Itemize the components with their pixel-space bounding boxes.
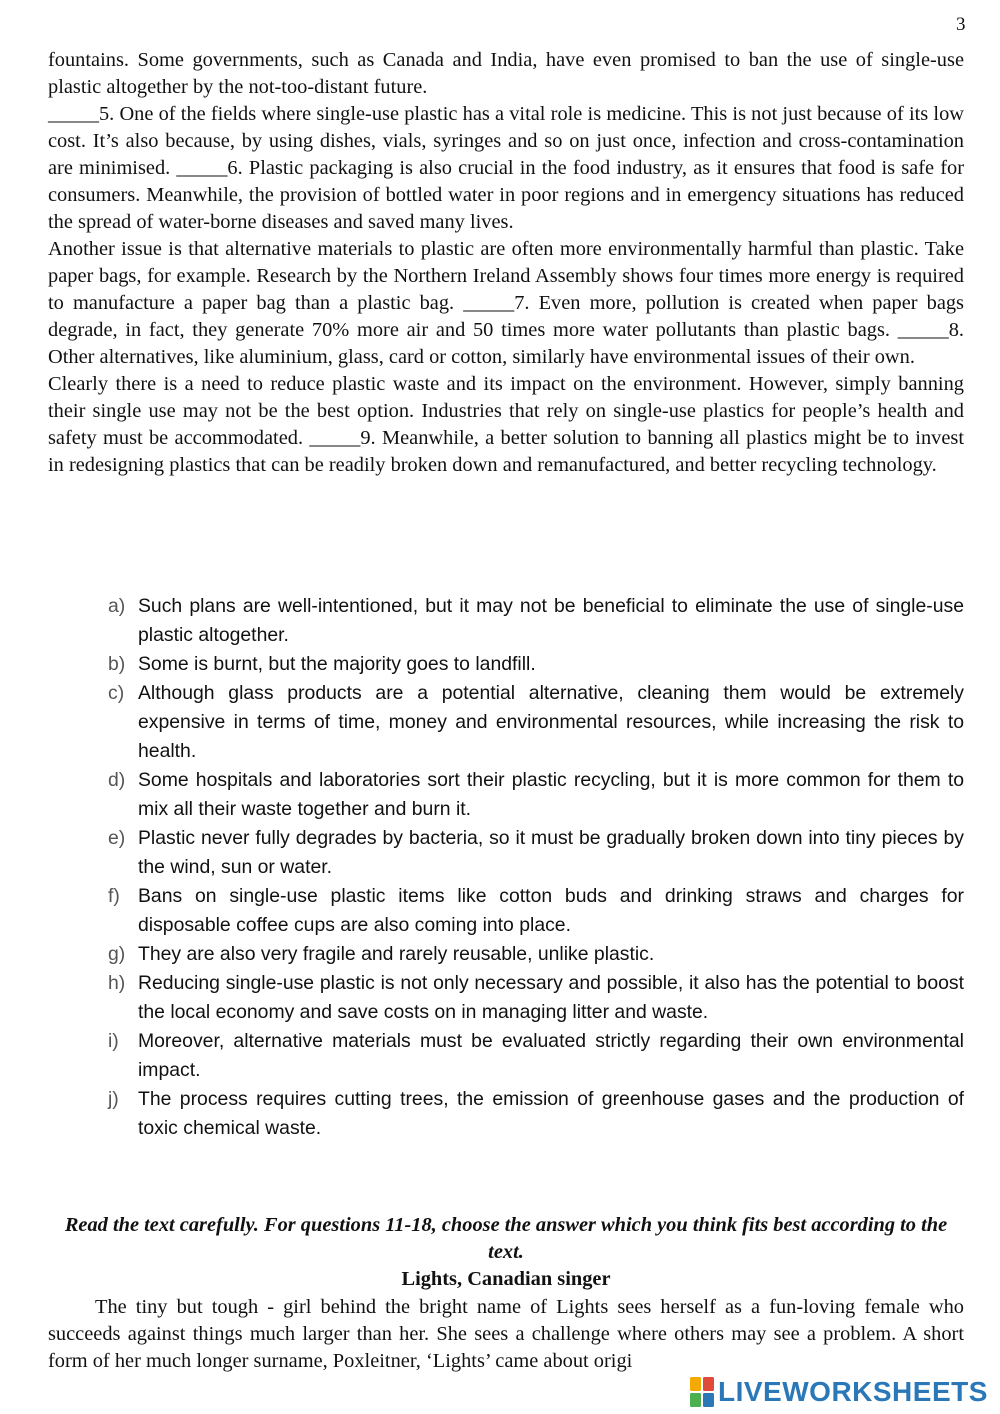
- option-c: [100, 679, 964, 766]
- option-e: [100, 824, 964, 882]
- option-letter: d): [108, 769, 126, 791]
- option-a: [100, 592, 964, 650]
- liveworksheets-logo-icon: [690, 1377, 714, 1407]
- option-letter: b): [108, 653, 126, 675]
- option-h: [100, 969, 964, 1027]
- paragraph-3: Another issue is that alternative materials to plastic are often more environmentally harmful than plastic. Take paper bags, for example. Research by the Northern Ireland Assembly shows four times more energy is required to manufacture a paper bag than a plastic bag. _____7. Even more, pollution is created when paper bags degrade, in fact, they generate 70% more air and 50 times more water pollutants than plastic bags. _____8. Other alternatives, like aluminium, glass, card or cotton, similarly have environmental issues of their own.: [48, 238, 964, 368]
- option-text: Reducing single-use plastic is not only necessary and possible, it also has the potential to boost the local economy and save costs on in managing litter and waste.: [138, 972, 964, 1023]
- option-letter: e): [108, 827, 126, 849]
- option-letter: a): [108, 595, 126, 617]
- paragraph-1: fountains. Some governments, such as Canada and India, have even promised to ban the use of single-use plastic altogether by the not-too-distant future.: [48, 49, 964, 98]
- option-text: Some hospitals and laboratories sort their plastic recycling, but it is more common for them to mix all their waste together and burn it.: [138, 769, 964, 820]
- option-i: [100, 1027, 964, 1085]
- paragraph-2: _____5. One of the fields where single-use plastic has a vital role is medicine. This is not just because of its low cost. It’s also because, by using dishes, vials, syringes and so on just once, infection and cross-contamination are minimised. _____6. Plastic packaging is also crucial in the food industry, as it ensures that food is safe for consumers. Meanwhile, the provision of bottled water in poor regions and in emergency situations has reduced the spread of water-borne diseases and saved many lives.: [48, 103, 964, 233]
- option-letter: f): [108, 885, 120, 907]
- passage-title: Lights, Canadian singer: [401, 1268, 611, 1290]
- option-text: Some is burnt, but the majority goes to landfill.: [138, 653, 536, 675]
- passage-text: The tiny but tough - girl behind the bright name of Lights sees herself as a fun-loving female who succeeds against things much larger than her. She sees a challenge where others may see a problem. A short form of her much longer surname, Poxleitner, ‘Lights’ came about origi: [48, 1296, 964, 1372]
- answer-options-list: [100, 592, 964, 1143]
- option-text: Plastic never fully degrades by bacteria, so it must be gradually broken down into tiny pieces by the wind, sun or water.: [138, 827, 964, 878]
- option-text: The process requires cutting trees, the emission of greenhouse gases and the production of toxic chemical waste.: [138, 1088, 964, 1139]
- option-letter: j): [108, 1088, 119, 1110]
- section-instructions: Read the text carefully. For questions 11-18, choose the answer which you think fits best according to the text.: [64, 1214, 948, 1263]
- option-letter: c): [108, 682, 125, 704]
- liveworksheets-watermark[interactable]: [690, 1375, 988, 1409]
- option-text: Although glass products are a potential alternative, cleaning them would be extremely expensive in terms of time, money and environmental resources, while increasing the risk to health.: [138, 682, 964, 762]
- option-b: [100, 650, 964, 679]
- option-letter: g): [108, 943, 126, 965]
- option-letter: i): [108, 1030, 119, 1052]
- option-text: Moreover, alternative materials must be evaluated strictly regarding their own environmental impact.: [138, 1030, 964, 1081]
- option-text: They are also very fragile and rarely reusable, unlike plastic.: [138, 943, 655, 965]
- option-j: [100, 1085, 964, 1143]
- option-text: Such plans are well-intentioned, but it may not be beneficial to eliminate the use of single-use plastic altogether.: [138, 595, 964, 646]
- watermark-text: LIVEWORKSHEETS: [718, 1376, 988, 1407]
- page-number: 3: [956, 14, 966, 35]
- option-f: [100, 882, 964, 940]
- option-g: [100, 940, 964, 969]
- article-body: [48, 47, 964, 479]
- option-text: Bans on single-use plastic items like cotton buds and drinking straws and charges for disposable coffee cups are also coming into place.: [138, 885, 964, 936]
- option-letter: h): [108, 972, 126, 994]
- option-d: [100, 766, 964, 824]
- paragraph-4: Clearly there is a need to reduce plastic waste and its impact on the environment. However, simply banning their single use may not be the best option. Industries that rely on single-use plastics for people’s health and safety must be accommodated. _____9. Meanwhile, a better solution to banning all plastics might be to invest in redesigning plastics that can be readily broken down and remanufactured, and better recycling technology.: [48, 373, 964, 476]
